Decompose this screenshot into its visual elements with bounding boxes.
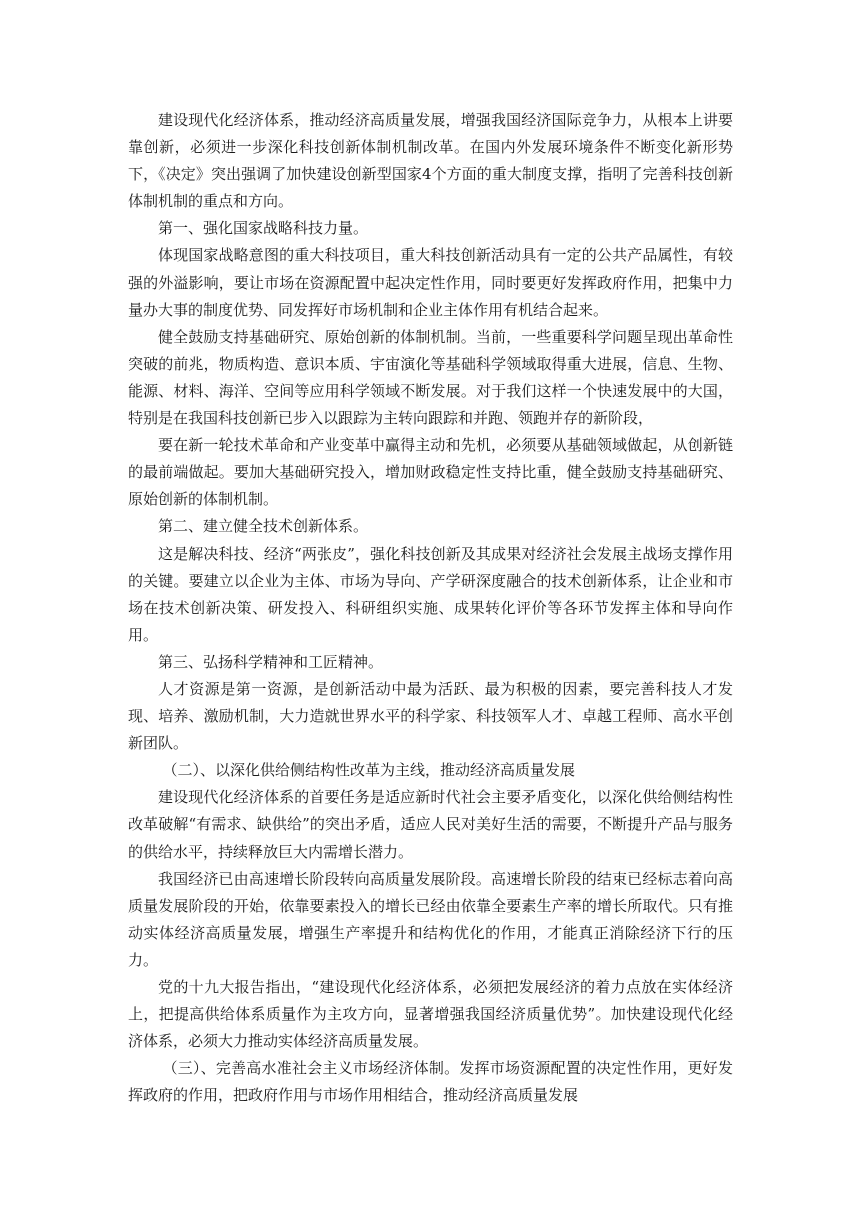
paragraph-tech-innovation-system: 这是解决科技、经济“两张皮”，强化科技创新及其成果对经济社会发展主战场支撑作用的关键。要建立以企业为主体、市场为导向、产学研深度融合的技术创新体系，让企业和市场在技术创新决策、研发投入、科研组织实施、成果转化评价等各环节发挥主体和导向作用。 [128,544,733,644]
paragraph-major-projects: 体现国家战略意图的重大科技项目，重大科技创新活动具有一定的公共产品属性，有较强的外溢影响，要让市场在资源配置中起决定性作用，同时要更好发挥政府作用，把集中力量办大事的制度优势、同发挥好市场机制和企业主体作用有机结合起来。 [128,246,733,319]
section-heading-three: （三）、完善高水准社会主义市场经济体制。发挥市场资源配置的决定性作用，更好发挥政府的作用，把政府作用与市场作用相结合，推动经济高质量发展 [128,1059,733,1105]
paragraph-talent: 人才资源是第一资源，是创新活动中最为活跃、最为积极的因素，要完善科技人才发现、培养、激励机制，大力造就世界水平的科学家、科技领军人才、卓越工程师、高水平创新团队。 [128,679,733,753]
heading-point-three: 第三、弘扬科学精神和工匠精神。 [158,652,384,671]
paragraph-nineteenth-congress: 党的十九大报告指出，“建设现代化经济体系，必须把发展经济的着力点放在实体经济上，把提高供给体系质量作为主攻方向，显著增强我国经济质量优势”。加快建设现代化经济体系，必须大力推动实体经济高质量发展。 [128,978,733,1051]
heading-point-one: 第一、强化国家战略科技力量。 [158,219,369,238]
document-body [128,107,733,1109]
heading-point-two: 第二、建立健全技术创新体系。 [158,517,369,536]
paragraph-innovation-chain: 要在新一轮技术革命和产业变革中赢得主动和先机，必须要从基础领域做起，从创新链的最前端做起。要加大基础研究投入，增加财政稳定性支持比重，健全鼓励支持基础研究、原始创新的体制机制。 [128,436,733,509]
paragraph-high-quality-stage: 我国经济已由高速增长阶段转向高质量发展阶段。高速增长阶段的结束已经标志着向高质量发展阶段的开始，依靠要素投入的增长已经由依靠全要素生产率的增长所取代。只有推动实体经济高质量发展，增强生产率提升和结构优化的作用，才能真正消除经济下行的压力。 [128,869,733,969]
paragraph-supply-side: 建设现代化经济体系的首要任务是适应新时代社会主要矛盾变化，以深化供给侧结构性改革破解“有需求、缺供给”的突出矛盾，适应人民对美好生活的需要，不断提升产品与服务的供给水平，持续释放巨大内需增长潜力。 [128,788,733,861]
paragraph-intro: 建设现代化经济体系，推动经济高质量发展，增强我国经济国际竞争力，从根本上讲要靠创新，必须进一步深化科技创新体制机制改革。在国内外发展环境条件不断变化新形势下，《决定》突出强调了加快建设创新型国家4个方面的重大制度支撑，指明了完善科技创新体制机制的重点和方向。 [128,111,733,211]
paragraph-basic-research: 健全鼓励支持基础研究、原始创新的体制机制。当前，一些重要科学问题呈现出革命性突破的前兆，物质构造、意识本质、宇宙演化等基础科学领域取得重大进展，信息、生物、能源、材料、海洋、空间等应用科学领域不断发展。对于我们这样一个快速发展中的大国，特别是在我国科技创新已步入以跟踪为主转向跟踪和并跑、领跑并存的新阶段， [128,327,733,428]
section-heading-two: （二）、以深化供给侧结构性改革为主线，推动经济高质量发展 [162,761,576,780]
